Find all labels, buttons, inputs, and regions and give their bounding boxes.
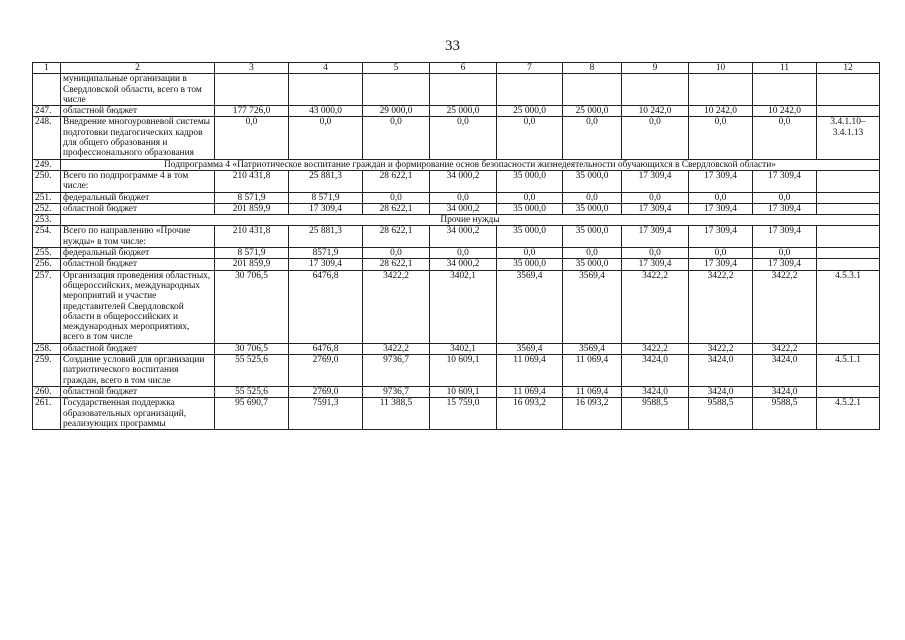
value-cell: 0,0 — [430, 192, 497, 203]
value-cell: 25 881,3 — [289, 226, 363, 248]
row-number: 249. — [33, 159, 61, 170]
value-cell: 17 309,4 — [622, 259, 689, 270]
row-description: Всего по направлению «Прочие нужды» в том числе: — [61, 226, 215, 248]
value-cell: 0,0 — [563, 117, 622, 159]
value-cell: 8 571,9 — [289, 192, 363, 203]
value-cell — [430, 74, 497, 106]
value-cell — [753, 74, 817, 106]
value-cell: 35 000,0 — [497, 170, 563, 192]
target-code: 4.5.3.1 — [817, 270, 880, 343]
value-cell: 11 069,4 — [497, 386, 563, 397]
row-number: 253. — [33, 215, 61, 226]
value-cell: 3422,2 — [689, 270, 753, 343]
value-cell: 201 859,9 — [215, 259, 289, 270]
row-description: Всего по подпрограмме 4 в том числе: — [61, 170, 215, 192]
value-cell: 25 000,0 — [563, 106, 622, 117]
value-cell: 3422,2 — [622, 270, 689, 343]
value-cell: 3424,0 — [689, 355, 753, 387]
value-cell: 6476,8 — [289, 270, 363, 343]
value-cell: 17 309,4 — [289, 203, 363, 214]
value-cell: 35 000,0 — [563, 203, 622, 214]
value-cell: 25 000,0 — [430, 106, 497, 117]
value-cell: 17 309,4 — [689, 226, 753, 248]
value-cell: 17 309,4 — [753, 170, 817, 192]
column-header: 9 — [622, 63, 689, 74]
value-cell: 0,0 — [497, 117, 563, 159]
row-description: Организация проведения областных, общероссийских, международных мероприятий и участие представителей Свердловской области в общероссийских и международных мероприятиях, всего в том числе — [61, 270, 215, 343]
value-cell — [689, 74, 753, 106]
table-row — [33, 215, 880, 226]
value-cell: 10 609,1 — [430, 355, 497, 387]
budget-table — [32, 62, 880, 430]
value-cell: 25 000,0 — [497, 106, 563, 117]
table-row — [33, 74, 880, 106]
row-number: 256. — [33, 259, 61, 270]
row-number: 248. — [33, 117, 61, 159]
target-code: 4.5.1.1 — [817, 355, 880, 387]
value-cell: 0,0 — [753, 248, 817, 259]
value-cell: 3422,2 — [753, 343, 817, 354]
target-code: 4.5.2.1 — [817, 398, 880, 430]
table-row — [33, 203, 880, 214]
value-cell: 34 000,2 — [430, 170, 497, 192]
table-row — [33, 398, 880, 430]
value-cell: 3424,0 — [622, 386, 689, 397]
value-cell: 0,0 — [622, 117, 689, 159]
value-cell — [363, 74, 430, 106]
value-cell: 30 706,5 — [215, 343, 289, 354]
column-header: 2 — [61, 63, 215, 74]
value-cell: 0,0 — [563, 192, 622, 203]
value-cell: 17 309,4 — [289, 259, 363, 270]
value-cell: 35 000,0 — [563, 259, 622, 270]
page-number: 33 — [445, 38, 460, 54]
row-number: 250. — [33, 170, 61, 192]
value-cell: 35 000,0 — [563, 170, 622, 192]
row-description: федеральный бюджет — [61, 192, 215, 203]
row-description: областной бюджет — [61, 203, 215, 214]
value-cell: 30 706,5 — [215, 270, 289, 343]
value-cell: 210 431,8 — [215, 170, 289, 192]
value-cell — [497, 74, 563, 106]
value-cell: 0,0 — [622, 248, 689, 259]
column-header: 12 — [817, 63, 880, 74]
value-cell: 28 622,1 — [363, 259, 430, 270]
row-description: областной бюджет — [61, 386, 215, 397]
row-description: Создание условий для организации патриотического воспитания граждан, всего в том числе — [61, 355, 215, 387]
value-cell: 28 622,1 — [363, 226, 430, 248]
target-code — [817, 106, 880, 117]
column-header: 7 — [497, 63, 563, 74]
row-description: областной бюджет — [61, 106, 215, 117]
target-code — [817, 226, 880, 248]
row-description: муниципальные организации в Свердловской области, всего в том числе — [61, 74, 215, 106]
row-number: 251. — [33, 192, 61, 203]
value-cell: 8 571,9 — [215, 192, 289, 203]
value-cell: 17 309,4 — [689, 203, 753, 214]
column-header: 5 — [363, 63, 430, 74]
value-cell: 9736,7 — [363, 386, 430, 397]
value-cell: 28 622,1 — [363, 203, 430, 214]
value-cell: 3402,1 — [430, 343, 497, 354]
value-cell: 34 000,2 — [430, 203, 497, 214]
value-cell: 35 000,0 — [563, 226, 622, 248]
value-cell: 3402,1 — [430, 270, 497, 343]
value-cell: 0,0 — [497, 192, 563, 203]
value-cell: 8571,9 — [289, 248, 363, 259]
value-cell: 3424,0 — [689, 386, 753, 397]
value-cell: 11 069,4 — [563, 355, 622, 387]
row-number: 261. — [33, 398, 61, 430]
value-cell: 17 309,4 — [689, 259, 753, 270]
value-cell: 0,0 — [430, 117, 497, 159]
row-number — [33, 74, 61, 106]
value-cell: 43 000,0 — [289, 106, 363, 117]
row-description: Внедрение многоуровневой системы подготовки педагогических кадров для общего образования и профессионального образования — [61, 117, 215, 159]
value-cell: 0,0 — [497, 248, 563, 259]
table-row — [33, 159, 880, 170]
value-cell: 0,0 — [363, 248, 430, 259]
row-description: Государственная поддержка образовательных организаций, реализующих программы — [61, 398, 215, 430]
value-cell — [289, 74, 363, 106]
target-code — [817, 343, 880, 354]
table-row — [33, 117, 880, 159]
value-cell: 3569,4 — [497, 270, 563, 343]
value-cell: 0,0 — [689, 117, 753, 159]
value-cell: 17 309,4 — [622, 226, 689, 248]
value-cell: 3569,4 — [497, 343, 563, 354]
value-cell: 3424,0 — [622, 355, 689, 387]
value-cell: 55 525,6 — [215, 355, 289, 387]
value-cell: 8 571,9 — [215, 248, 289, 259]
target-code: 3.4.1.10– 3.4.1.13 — [817, 117, 880, 159]
row-number: 260. — [33, 386, 61, 397]
value-cell: 0,0 — [363, 192, 430, 203]
value-cell: 7591,3 — [289, 398, 363, 430]
value-cell: 9588,5 — [689, 398, 753, 430]
value-cell: 0,0 — [689, 192, 753, 203]
value-cell: 28 622,1 — [363, 170, 430, 192]
value-cell: 29 000,0 — [363, 106, 430, 117]
value-cell: 2769,0 — [289, 355, 363, 387]
target-code — [817, 386, 880, 397]
value-cell: 177 726,0 — [215, 106, 289, 117]
value-cell: 10 242,0 — [689, 106, 753, 117]
row-description: областной бюджет — [61, 343, 215, 354]
value-cell: 0,0 — [430, 248, 497, 259]
value-cell: 6476,8 — [289, 343, 363, 354]
value-cell: 3422,2 — [622, 343, 689, 354]
value-cell: 3422,2 — [363, 270, 430, 343]
table-row — [33, 248, 880, 259]
row-number: 258. — [33, 343, 61, 354]
table-row — [33, 192, 880, 203]
target-code — [817, 170, 880, 192]
value-cell: 34 000,2 — [430, 259, 497, 270]
table-row — [33, 386, 880, 397]
column-header: 4 — [289, 63, 363, 74]
value-cell: 11 069,4 — [497, 355, 563, 387]
row-number: 247. — [33, 106, 61, 117]
value-cell — [563, 74, 622, 106]
row-description: областной бюджет — [61, 259, 215, 270]
value-cell: 35 000,0 — [497, 226, 563, 248]
value-cell: 3422,2 — [689, 343, 753, 354]
value-cell: 0,0 — [563, 248, 622, 259]
value-cell: 0,0 — [215, 117, 289, 159]
value-cell — [622, 74, 689, 106]
table-row — [33, 106, 880, 117]
value-cell: 2769,0 — [289, 386, 363, 397]
target-code — [817, 192, 880, 203]
value-cell: 16 093,2 — [563, 398, 622, 430]
column-header: 1 — [33, 63, 61, 74]
column-header: 3 — [215, 63, 289, 74]
value-cell: 25 881,3 — [289, 170, 363, 192]
value-cell: 15 759,0 — [430, 398, 497, 430]
row-number: 255. — [33, 248, 61, 259]
value-cell: 17 309,4 — [753, 226, 817, 248]
row-number: 259. — [33, 355, 61, 387]
row-description: федеральный бюджет — [61, 248, 215, 259]
value-cell: 17 309,4 — [689, 170, 753, 192]
row-number: 257. — [33, 270, 61, 343]
value-cell: 0,0 — [363, 117, 430, 159]
value-cell: 201 859,9 — [215, 203, 289, 214]
table-row — [33, 259, 880, 270]
table-row — [33, 355, 880, 387]
value-cell: 3569,4 — [563, 343, 622, 354]
value-cell: 0,0 — [622, 192, 689, 203]
value-cell: 3424,0 — [753, 386, 817, 397]
section-heading: Подпрограмма 4 «Патриотическое воспитание граждан и формирование основ безопасности жизнедеятельности обучающихся в Свердловской области» — [61, 159, 880, 170]
value-cell: 0,0 — [753, 192, 817, 203]
value-cell: 16 093,2 — [497, 398, 563, 430]
value-cell: 210 431,8 — [215, 226, 289, 248]
table-row — [33, 170, 880, 192]
value-cell: 35 000,0 — [497, 203, 563, 214]
target-code — [817, 74, 880, 106]
value-cell: 9736,7 — [363, 355, 430, 387]
value-cell: 17 309,4 — [753, 203, 817, 214]
value-cell — [215, 74, 289, 106]
table-header-row — [33, 63, 880, 74]
value-cell: 0,0 — [689, 248, 753, 259]
table-row — [33, 226, 880, 248]
row-number: 252. — [33, 203, 61, 214]
value-cell: 0,0 — [753, 117, 817, 159]
table-row — [33, 343, 880, 354]
value-cell: 3569,4 — [563, 270, 622, 343]
column-header: 8 — [563, 63, 622, 74]
value-cell: 35 000,0 — [497, 259, 563, 270]
value-cell: 17 309,4 — [753, 259, 817, 270]
value-cell: 11 388,5 — [363, 398, 430, 430]
value-cell: 17 309,4 — [622, 203, 689, 214]
value-cell: 11 069,4 — [563, 386, 622, 397]
target-code — [817, 259, 880, 270]
row-number: 254. — [33, 226, 61, 248]
value-cell: 0,0 — [289, 117, 363, 159]
value-cell: 34 000,2 — [430, 226, 497, 248]
table-row — [33, 270, 880, 343]
target-code — [817, 248, 880, 259]
section-heading: Прочие нужды — [61, 215, 880, 226]
value-cell: 10 242,0 — [753, 106, 817, 117]
value-cell: 10 609,1 — [430, 386, 497, 397]
value-cell: 17 309,4 — [622, 170, 689, 192]
value-cell: 10 242,0 — [622, 106, 689, 117]
value-cell: 3422,2 — [363, 343, 430, 354]
column-header: 10 — [689, 63, 753, 74]
value-cell: 3422,2 — [753, 270, 817, 343]
target-code — [817, 203, 880, 214]
value-cell: 9588,5 — [622, 398, 689, 430]
value-cell: 3424,0 — [753, 355, 817, 387]
value-cell: 55 525,6 — [215, 386, 289, 397]
value-cell: 9588,5 — [753, 398, 817, 430]
value-cell: 95 690,7 — [215, 398, 289, 430]
column-header: 11 — [753, 63, 817, 74]
column-header: 6 — [430, 63, 497, 74]
